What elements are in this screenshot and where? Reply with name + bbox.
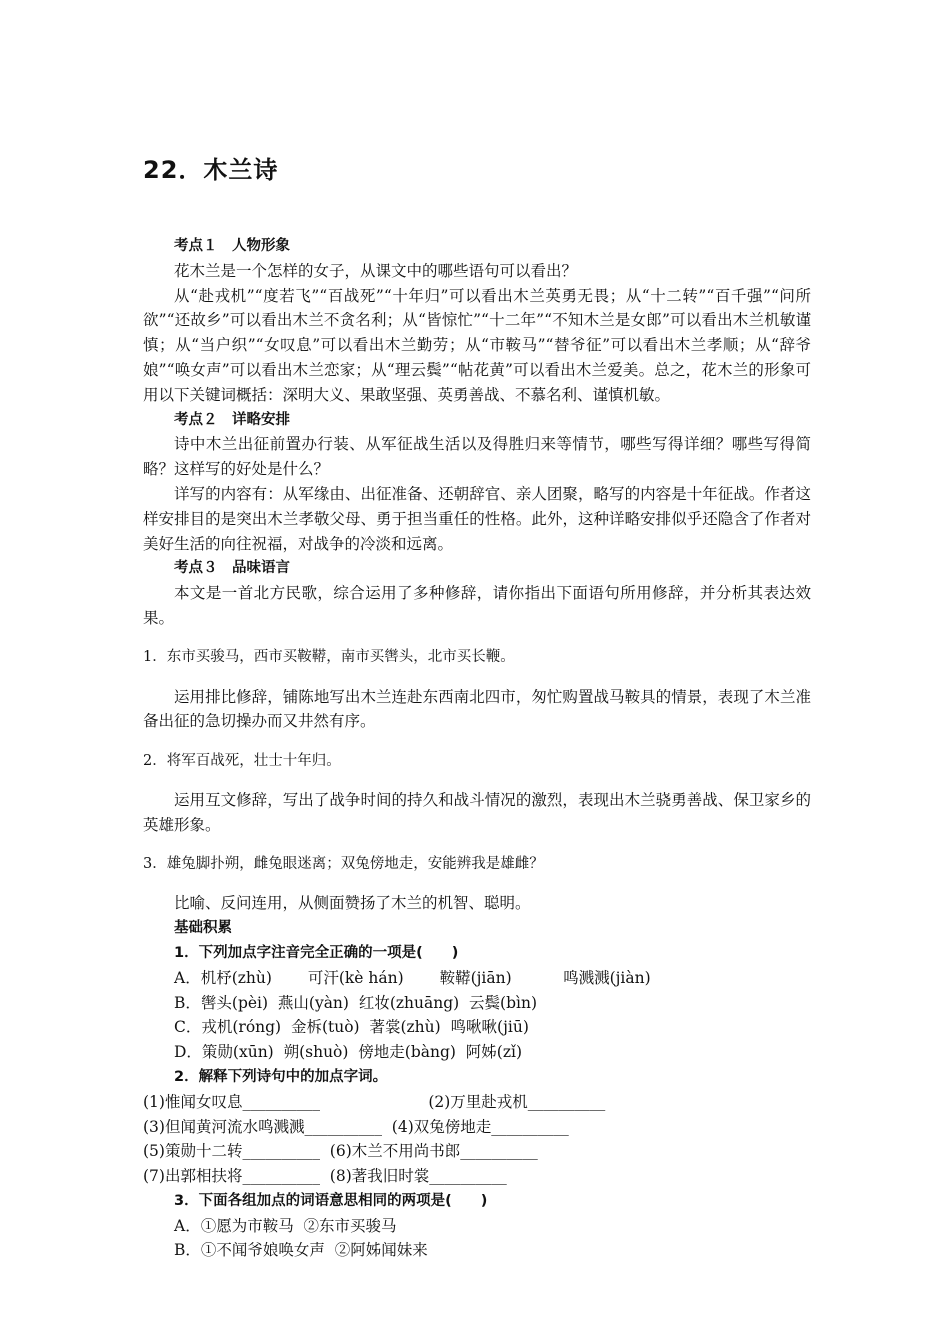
paragraph: 详写的内容有：从军缘由、出征准备、还朝辞官、亲人团聚，略写的内容是十年征战。作者这样安排目的是突出木兰孝敬父母、勇于担当重任的性格。此外，这种详略安排似乎还隐含了作者对美好生活的向往祝福，对战争的冷淡和远离。 [143, 484, 811, 553]
paragraph: 本文是一首北方民歌，综合运用了多种修辞，请你指出下面语句所用修辞，并分析其表达效果。 [143, 584, 811, 627]
section-heading: 考点１ 人物形象 [174, 238, 290, 254]
quoted-verse: 3．雄兔脚扑朔，雌兔眼迷离；双兔傍地走，安能辨我是雄雌？ [143, 856, 544, 873]
section-heading: 考点３ 品味语言 [174, 560, 290, 577]
exercise-heading: 1．下列加点字注音完全正确的一项是( ) [174, 944, 459, 961]
exercise-heading: 基础积累 [174, 920, 232, 937]
paragraph: 花木兰是一个怎样的女子，从课文中的哪些语句可以看出？ [174, 261, 578, 280]
answer-option: B．辔头(pèi) 燕山(yàn) 红妆(zhuāng) 云鬓(bìn) [174, 993, 538, 1012]
page-title: 22．木兰诗 [143, 156, 279, 184]
paragraph: 诗中木兰出征前置办行装、从军征战生活以及得胜归来等情节，哪些写得详细？哪些写得简略？这样写的好处是什么？ [143, 435, 811, 479]
paragraph: 比喻、反问连用，从侧面赞扬了木兰的机智、聪明。 [174, 894, 531, 913]
quoted-verse: 1．东市买骏马，西市买鞍鞯，南市买辔头，北市买长鞭。 [143, 649, 515, 666]
fill-blank-row: (3)但闻黄河流水鸣溅溅__________ (4)双兔傍地走__________ [143, 1117, 569, 1136]
document-body [143, 234, 811, 1263]
fill-blank-row: (7)出郭相扶将__________ (8)著我旧时裳__________ [143, 1167, 507, 1186]
answer-option: C．戎机(róng) 金柝(tuò) 著裳(zhù) 鸣啾啾(jiū) [174, 1018, 529, 1037]
exercise-heading: 2．解释下列诗句中的加点字词。 [174, 1068, 388, 1085]
answer-option: D．策勋(xūn) 朔(shuò) 傍地走(bàng) 阿姊(zǐ) [174, 1043, 523, 1062]
answer-option: A．①愿为市鞍马 ②东市买骏马 [174, 1216, 397, 1235]
answer-option: A．机杼(zhù) 可汗(kè hán) 鞍鞯(jiān) 鸣溅溅(jiàn) [174, 968, 651, 987]
paragraph: 运用排比修辞，铺陈地写出木兰连赴东西南北四市，匆忙购置战马鞍具的情景，表现了木兰准备出征的急切操办而又井然有序。 [143, 687, 811, 731]
quoted-verse: 2．将军百战死，壮士十年归。 [143, 752, 341, 769]
paragraph: 运用互文修辞，写出了战争时间的持久和战斗情况的激烈，表现出木兰骁勇善战、保卫家乡的英雄形象。 [143, 790, 811, 834]
section-heading: 考点２ 详略安排 [174, 411, 290, 428]
exercise-heading: 3．下面各组加点的词语意思相同的两项是( ) [174, 1192, 488, 1209]
answer-option: B．①不闻爷娘唤女声 ②阿姊闻妹来 [174, 1241, 428, 1260]
paragraph: 从“赴戎机”“度若飞”“百战死”“十年归”可以看出木兰英勇无畏；从“十二转”“百千强”“问所欲”“还故乡”可以看出木兰不贪名利；从“皆惊忙”“十二年”“不知木兰是女郎”可以看出木兰机敏谨慎；从“当户织”“女叹息”可以看出木兰勤劳；从“市鞍马”“替爷征”可以看出木兰孝顺；从“辞爷娘”“唤女声”可以看出木兰恋家；从“理云鬓”“帖花黄”可以看出木兰爱美。总之，花木兰的形象可用以下关键词概括：深明大义、果敢坚强、英勇善战、不慕名利、谨慎机敏。 [143, 286, 811, 404]
fill-blank-row: (5)策勋十二转__________ (6)木兰不用尚书郎__________ [143, 1142, 538, 1161]
fill-blank-row: (1)惟闻女叹息__________ (2)万里赴戎机__________ [143, 1092, 606, 1111]
